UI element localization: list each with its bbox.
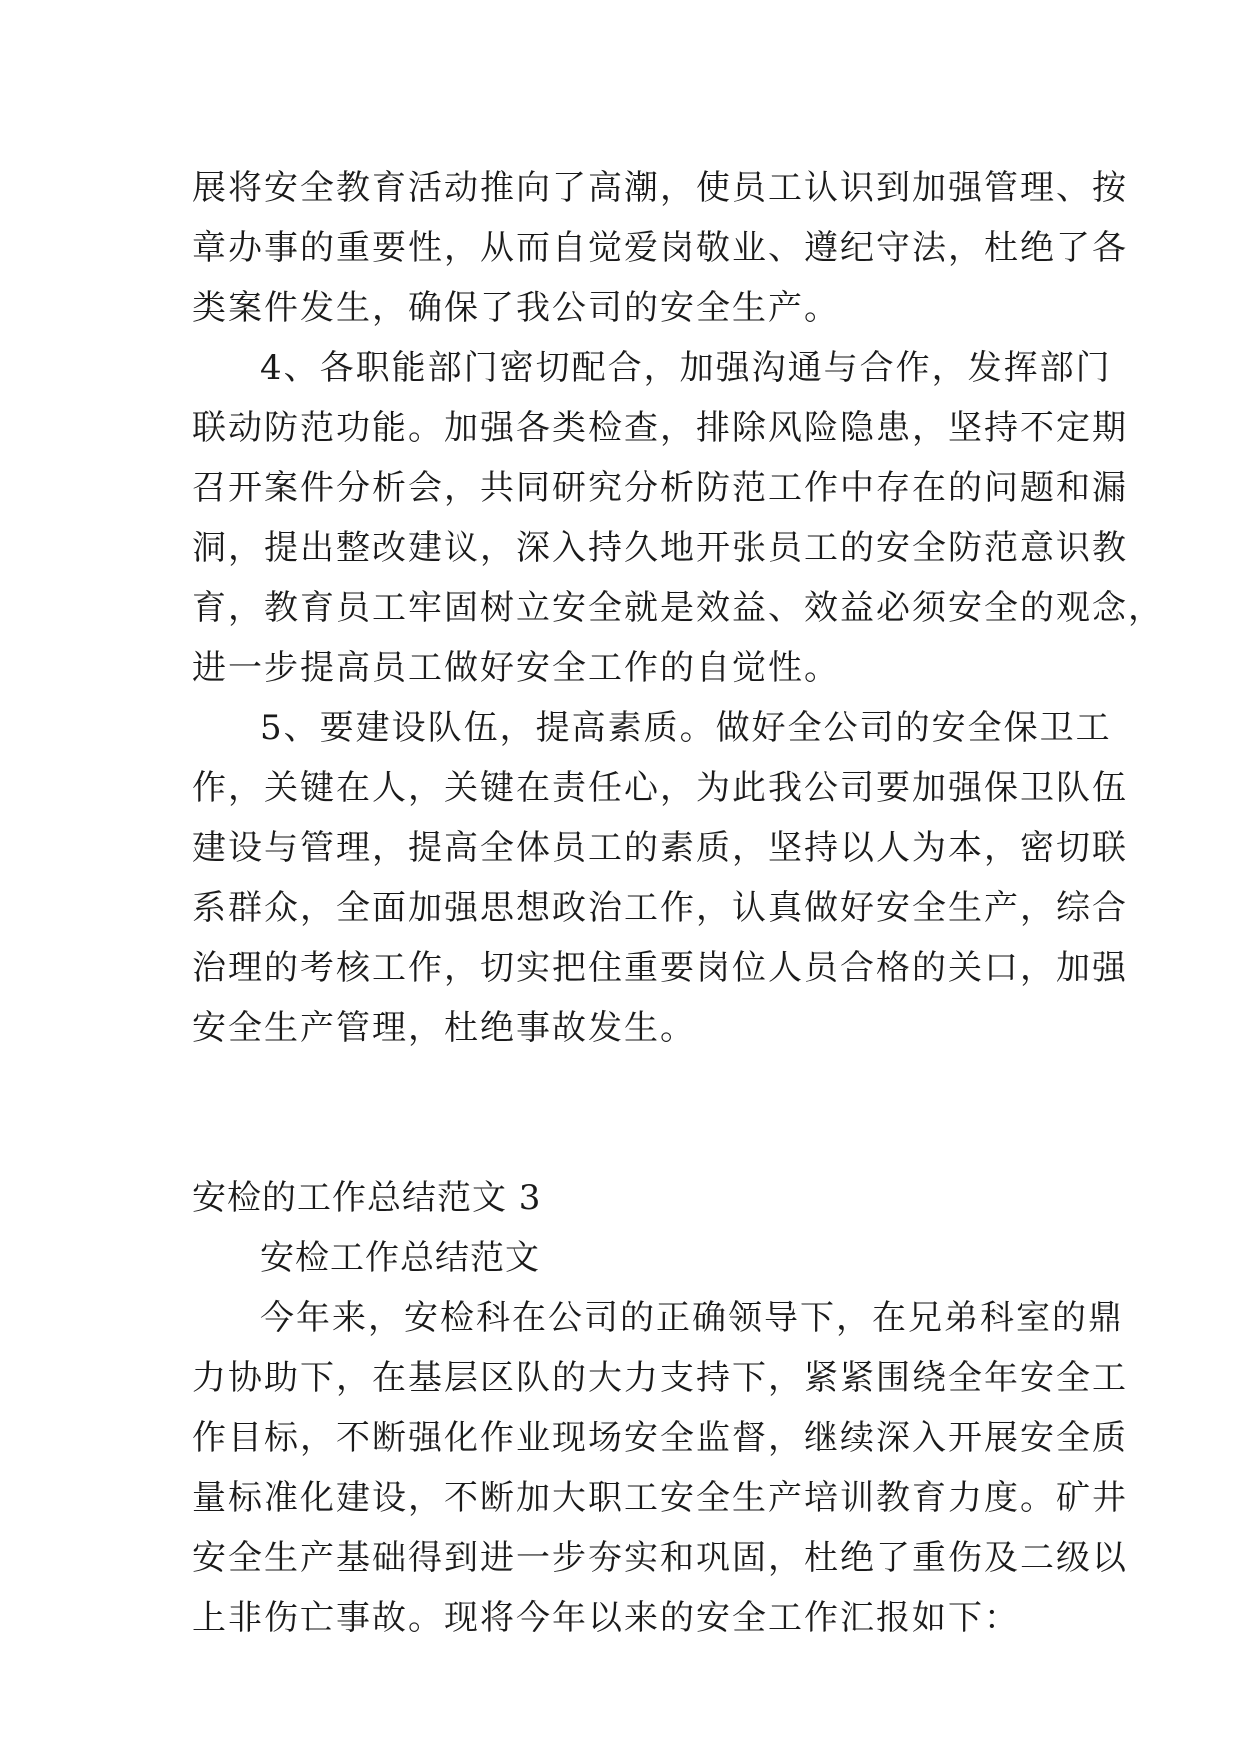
text-line: 系群众，全面加强思想政治工作，认真做好安全生产，综合 xyxy=(192,888,1128,928)
text-line: 量标准化建设，不断加大职工安全生产培训教育力度。矿井 xyxy=(192,1478,1128,1518)
paragraph-item-5 xyxy=(192,698,1128,1058)
text-line: 育，教育员工牢固树立安全就是效益、效益必须安全的观念， xyxy=(192,588,1164,628)
text-line: 洞，提出整改建议，深入持久地开张员工的安全防范意识教 xyxy=(192,528,1128,568)
text-line: 作，关键在人，关键在责任心，为此我公司要加强保卫队伍 xyxy=(192,768,1128,808)
text-line: 章办事的重要性，从而自觉爱岗敬业、遵纪守法，杜绝了各 xyxy=(192,228,1128,268)
paragraph-continuation xyxy=(192,158,1128,338)
text-line: 4、各职能部门密切配合，加强沟通与合作，发挥部门 xyxy=(260,348,1112,388)
document-page xyxy=(192,158,1164,1648)
section-gap xyxy=(192,1058,1057,1168)
text-line: 联动防范功能。加强各类检查，排除风险隐患，坚持不定期 xyxy=(192,408,1128,448)
text-line: 进一步提高员工做好安全工作的自觉性。 xyxy=(192,648,840,688)
text-line: 类案件发生，确保了我公司的安全生产。 xyxy=(192,288,840,328)
paragraph-intro xyxy=(192,1288,1128,1648)
subtitle: 安检工作总结范文 xyxy=(260,1238,540,1278)
text-line: 展将安全教育活动推向了高潮，使员工认识到加强管理、按 xyxy=(192,168,1128,208)
text-line: 5、要建设队伍，提高素质。做好全公司的安全保卫工 xyxy=(260,708,1112,748)
text-line: 上非伤亡事故。现将今年以来的安全工作汇报如下： xyxy=(192,1598,1020,1638)
text-line: 力协助下，在基层区队的大力支持下，紧紧围绕全年安全工 xyxy=(192,1358,1128,1398)
section-title: 安检的工作总结范文 3 xyxy=(192,1178,542,1218)
text-line: 安全生产基础得到进一步夯实和巩固，杜绝了重伤及二级以 xyxy=(192,1538,1128,1578)
text-line: 作目标，不断强化作业现场安全监督，继续深入开展安全质 xyxy=(192,1418,1128,1458)
text-line: 今年来，安检科在公司的正确领导下，在兄弟科室的鼎 xyxy=(260,1298,1124,1338)
text-line: 召开案件分析会，共同研究分析防范工作中存在的问题和漏 xyxy=(192,468,1128,508)
text-line: 安全生产管理，杜绝事故发生。 xyxy=(192,1008,696,1048)
text-line: 治理的考核工作，切实把住重要岗位人员合格的关口，加强 xyxy=(192,948,1128,988)
text-line: 建设与管理，提高全体员工的素质，坚持以人为本，密切联 xyxy=(192,828,1128,868)
paragraph-item-4 xyxy=(192,338,1164,698)
